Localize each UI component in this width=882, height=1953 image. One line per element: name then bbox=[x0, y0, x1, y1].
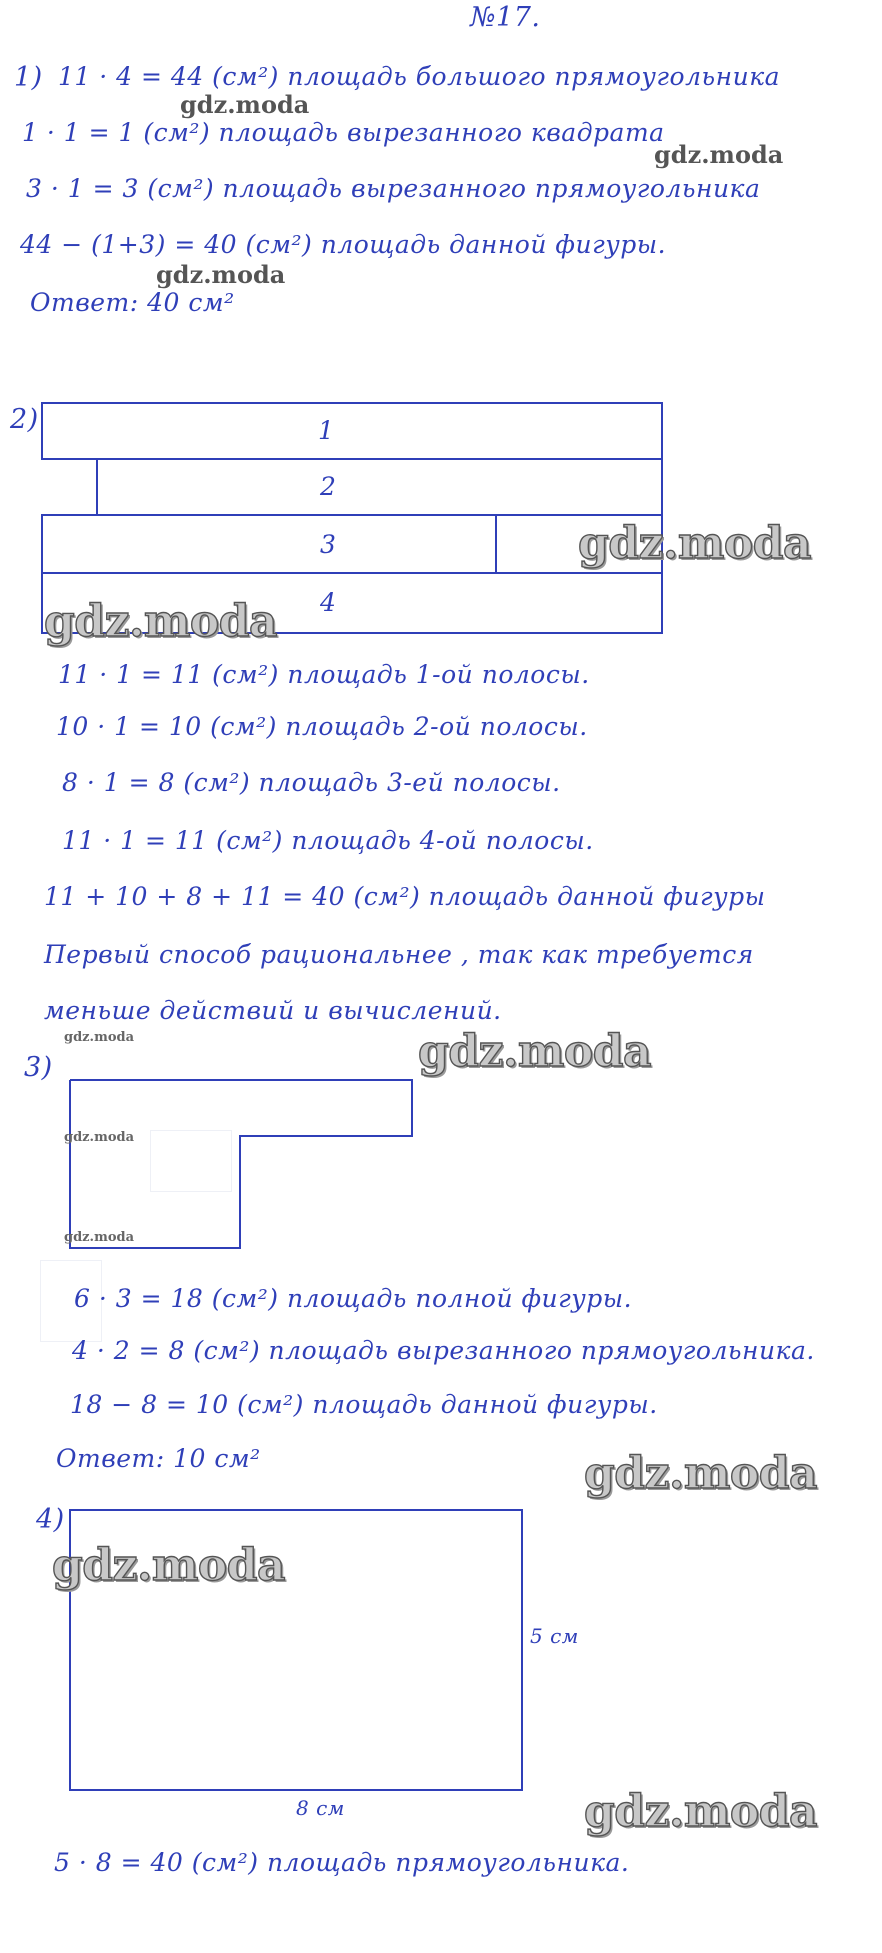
part2-line-2: 10 · 1 = 10 (см²) площадь 2-ой полосы. bbox=[56, 712, 588, 741]
part2-line-5: 11 + 10 + 8 + 11 = 40 (см²) площадь данной фигуры bbox=[44, 882, 766, 911]
watermark-text: gdz.moda bbox=[156, 260, 286, 289]
part1-number: 1) bbox=[14, 62, 43, 93]
part1-answer: Ответ: 40 см² bbox=[30, 288, 235, 317]
part2-line-6: Первый способ рациональнее , так как требуется bbox=[44, 940, 754, 969]
page-title: №17. bbox=[470, 2, 541, 33]
part2-line-4: 11 · 1 = 11 (см²) площадь 4-ой полосы. bbox=[62, 826, 594, 855]
strip-label-3: 3 bbox=[320, 530, 337, 559]
part3-line-1: 6 · 3 = 18 (см²) площадь полной фигуры. bbox=[74, 1284, 633, 1313]
part4-side-label: 5 см bbox=[530, 1624, 579, 1648]
part3-number: 3) bbox=[24, 1052, 53, 1083]
watermark-text: gdz.moda bbox=[578, 518, 812, 569]
part2-number: 2) bbox=[10, 404, 39, 435]
part3-line-3: 18 − 8 = 10 (см²) площадь данной фигуры. bbox=[70, 1390, 658, 1419]
part3-line-2: 4 · 2 = 8 (см²) площадь вырезанного прямоугольника. bbox=[72, 1336, 815, 1365]
part1-line-1: 11 · 4 = 44 (см²) площадь большого прямоугольника bbox=[58, 62, 781, 91]
strip-label-4: 4 bbox=[320, 588, 337, 617]
watermark-text: gdz.moda bbox=[52, 1540, 286, 1591]
watermark-text: gdz.moda bbox=[418, 1026, 652, 1077]
part4-bottom-label: 8 см bbox=[296, 1796, 345, 1820]
watermark-text: gdz.moda bbox=[654, 140, 784, 169]
strip-label-2: 2 bbox=[320, 472, 337, 501]
part1-line-4: 44 − (1+3) = 40 (см²) площадь данной фигуры. bbox=[20, 230, 667, 259]
watermark-text: gdz.moda bbox=[64, 1230, 135, 1245]
part1-line-2: 1 · 1 = 1 (см²) площадь вырезанного квадрата bbox=[22, 118, 665, 147]
part2-line-3: 8 · 1 = 8 (см²) площадь 3-ей полосы. bbox=[62, 768, 561, 797]
watermark-text: gdz.moda bbox=[180, 90, 310, 119]
watermark-text: gdz.moda bbox=[584, 1448, 818, 1499]
part2-line-1: 11 · 1 = 11 (см²) площадь 1-ой полосы. bbox=[58, 660, 590, 689]
watermark-text: gdz.moda bbox=[584, 1786, 818, 1837]
part1-line-3: 3 · 1 = 3 (см²) площадь вырезанного прямоугольника bbox=[26, 174, 761, 203]
watermark-text: gdz.moda bbox=[44, 596, 278, 647]
strip-label-1: 1 bbox=[318, 416, 335, 445]
watermark-text: gdz.moda bbox=[64, 1130, 135, 1145]
part3-answer: Ответ: 10 см² bbox=[56, 1444, 261, 1473]
watermark-text: gdz.moda bbox=[64, 1030, 135, 1045]
part2-line-7: меньше действий и вычислений. bbox=[44, 996, 502, 1025]
part4-number: 4) bbox=[36, 1504, 65, 1535]
part4-line-1: 5 · 8 = 40 (см²) площадь прямоугольника. bbox=[54, 1848, 630, 1877]
